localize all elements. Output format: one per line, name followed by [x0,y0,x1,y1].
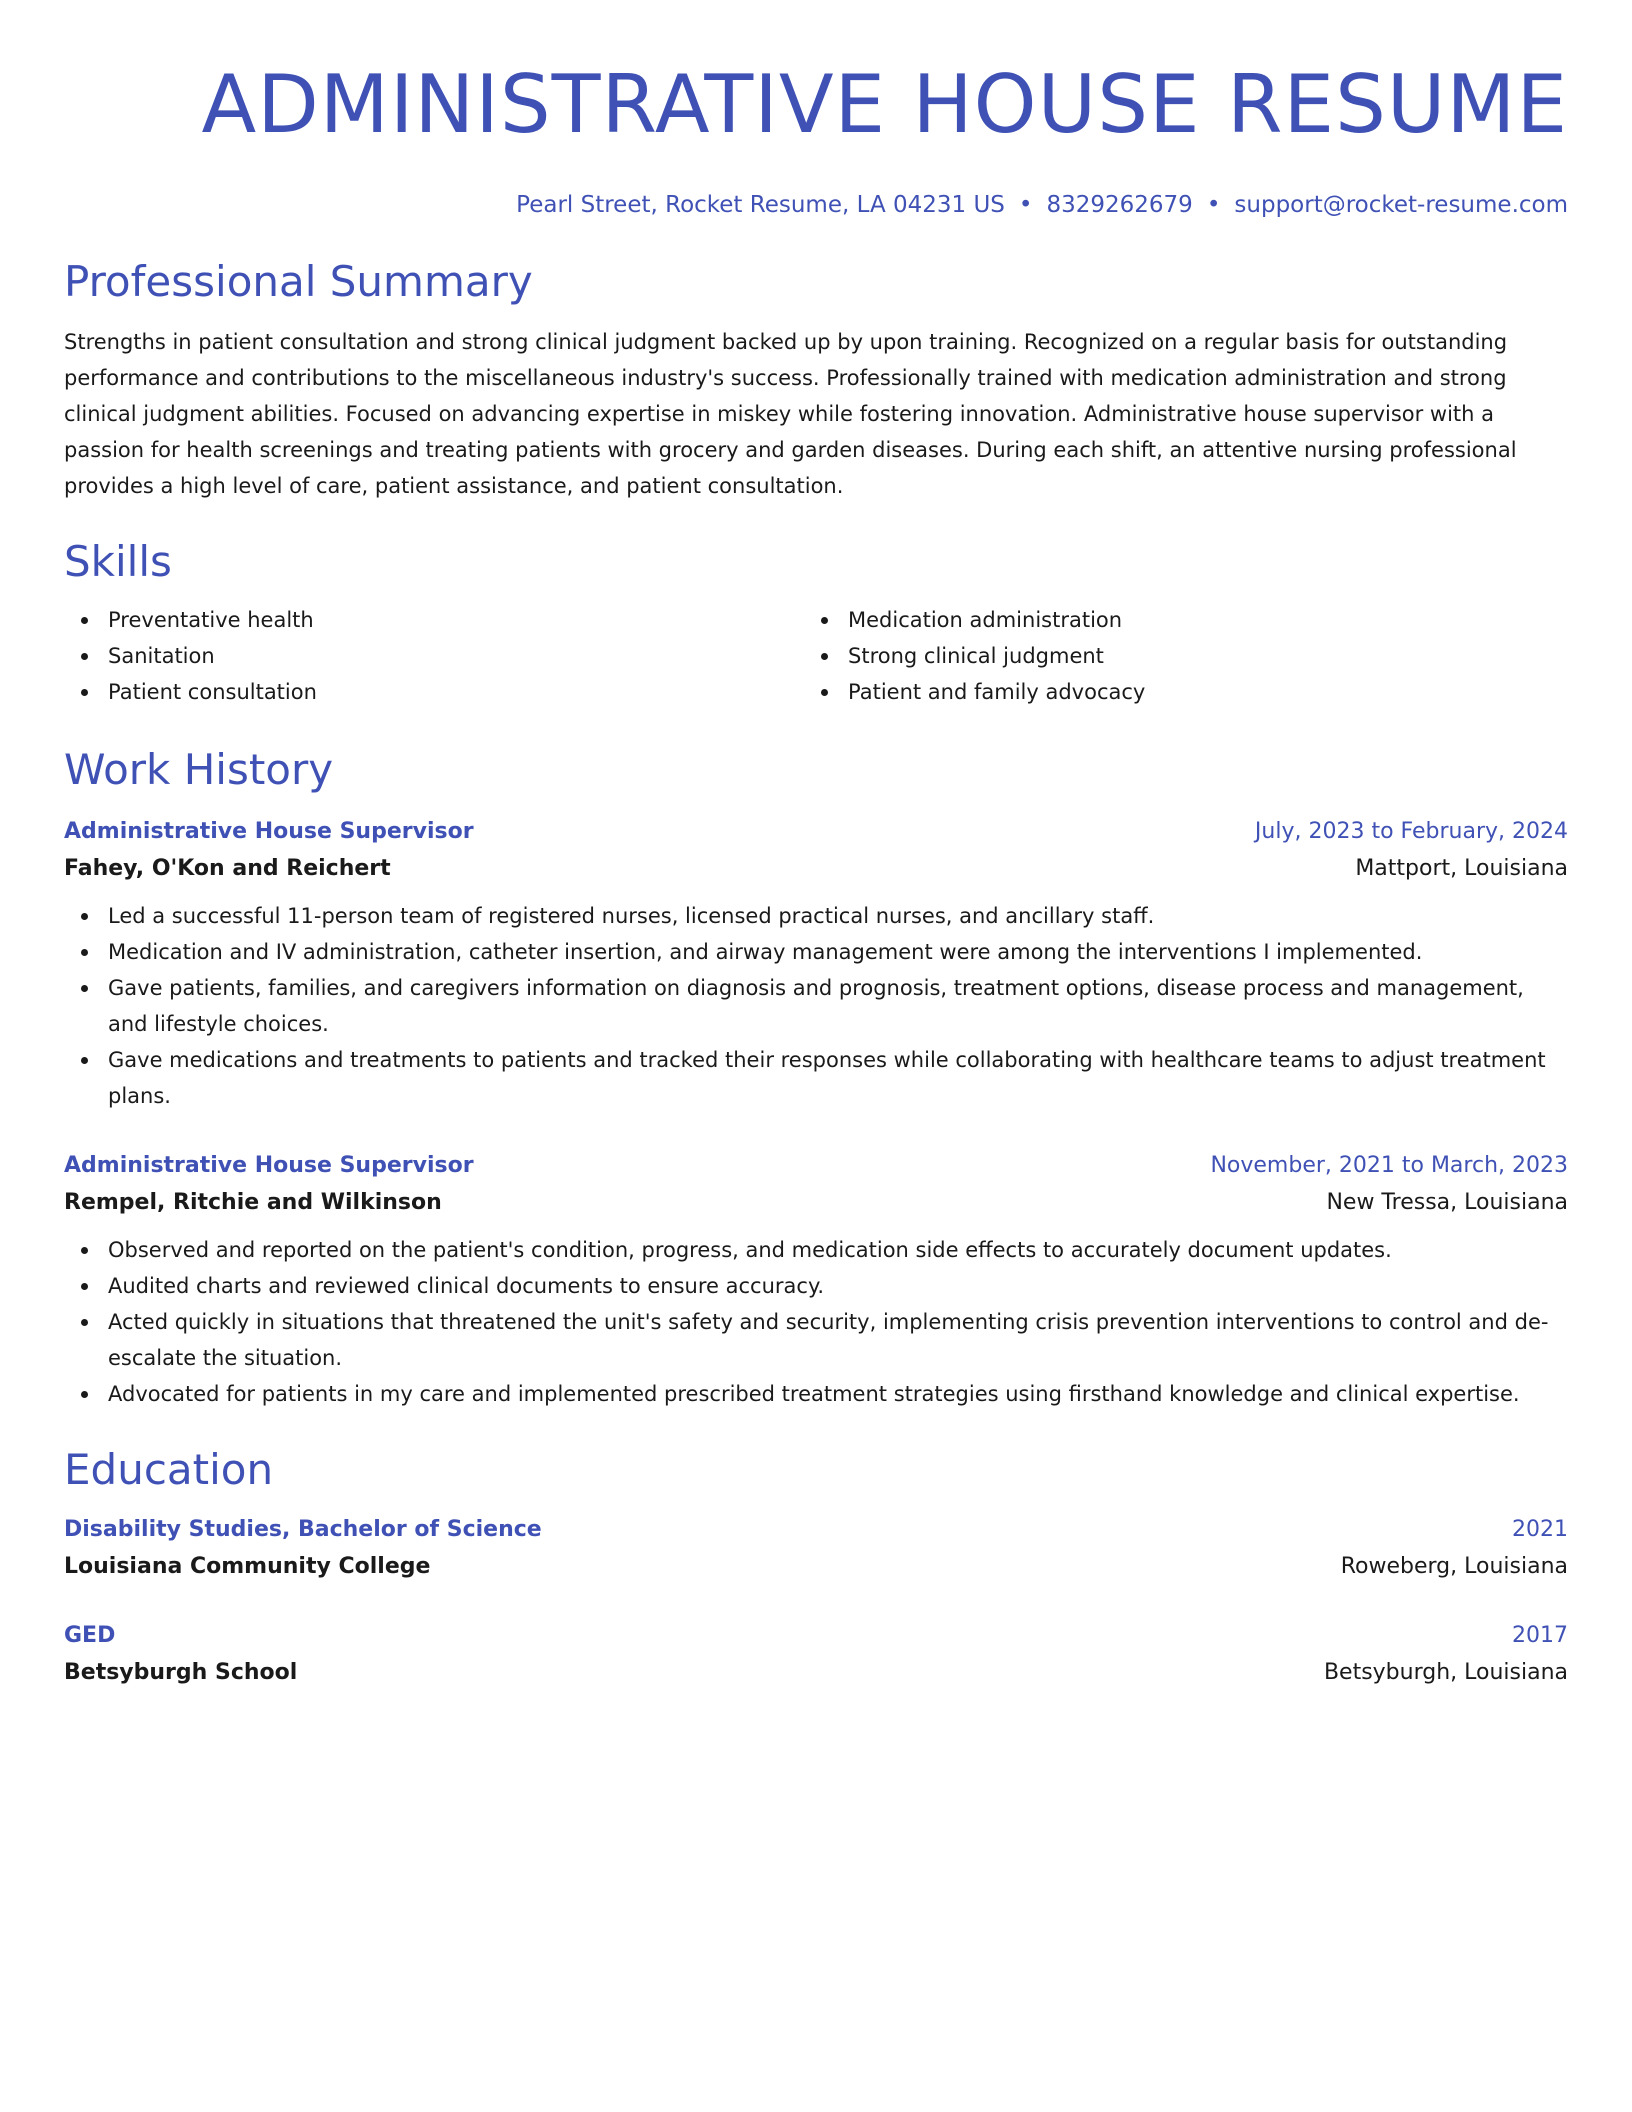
job-entry [64,814,1568,1114]
contact-address: Pearl Street, Rocket Resume, LA 04231 US [516,192,1005,218]
job-dates: July, 2023 to February, 2024 [1254,819,1568,844]
job-bullet: Gave patients, families, and caregivers information on diagnosis and prognosis, treatment options, disease process and management, and lifestyle choices. [64,970,1568,1042]
education-entry [64,1618,1568,1692]
section-title-skills: Skills [64,537,172,586]
job-bullet: Acted quickly in situations that threatened the unit's safety and security, implementing crisis prevention interventions to control and de-escalate the situation. [64,1304,1568,1376]
job-bullet: Audited charts and reviewed clinical documents to ensure accuracy. [64,1268,1568,1304]
section-title-education: Education [64,1445,274,1494]
job-bullets [64,1232,1568,1412]
edu-school-row [64,1548,1568,1586]
professional-summary-section [64,254,1568,504]
job-title: Administrative House Supervisor [64,819,474,844]
skill-item: Sanitation [64,638,804,674]
job-company-row [64,1184,1568,1222]
job-location: Mattport, Louisiana [1355,856,1568,881]
job-company: Rempel, Ritchie and Wilkinson [64,1190,442,1215]
job-bullets [64,898,1568,1114]
edu-location: Roweberg, Louisiana [1340,1554,1568,1579]
edu-header-row [64,1618,1568,1654]
job-bullet: Led a successful 11-person team of registered nurses, licensed practical nurses, and ancillary staff. [64,898,1568,934]
section-title-work: Work History [64,745,334,794]
job-dates: November, 2021 to March, 2023 [1210,1153,1568,1178]
job-company-row [64,850,1568,888]
skill-item: Strong clinical judgment [804,638,1564,674]
job-bullet: Medication and IV administration, catheter insertion, and airway management were among the interventions I implemented. [64,934,1568,970]
edu-location: Betsyburgh, Louisiana [1323,1660,1568,1685]
contact-phone: 8329262679 [1046,192,1193,218]
job-bullet: Gave medications and treatments to patients and tracked their responses while collaborating with healthcare teams to adjust treatment plans. [64,1042,1568,1114]
job-company: Fahey, O'Kon and Reichert [64,856,391,881]
job-header-row [64,814,1568,850]
job-bullet: Observed and reported on the patient's condition, progress, and medication side effects to accurately document updates. [64,1232,1568,1268]
education-entry [64,1512,1568,1586]
skills-grid [64,602,1568,710]
edu-school: Louisiana Community College [64,1554,431,1579]
edu-year: 2021 [1512,1517,1568,1542]
job-location: New Tressa, Louisiana [1326,1190,1568,1215]
edu-school-row [64,1654,1568,1692]
skill-item: Patient consultation [64,674,804,710]
contact-separator: • [1206,192,1221,218]
job-bullet: Advocated for patients in my care and implemented prescribed treatment strategies using firsthand knowledge and clinical expertise. [64,1376,1568,1412]
job-header-row [64,1148,1568,1184]
job-title: Administrative House Supervisor [64,1153,474,1178]
section-title-summary: Professional Summary [64,257,533,306]
skills-list-left [64,602,804,710]
skill-item: Medication administration [804,602,1564,638]
edu-degree: GED [64,1623,116,1648]
skill-item: Patient and family advocacy [804,674,1564,710]
contact-line [64,188,1568,222]
resume-name: ADMINISTRATIVE HOUSE RESUME [201,58,1568,151]
skills-list-right [804,602,1564,710]
education-section [64,1442,1568,1692]
work-history-section [64,742,1568,1412]
summary-text: Strengths in patient consultation and strong clinical judgment backed up by upon training. Recognized on a regular basis for outstanding performance and contributions to the miscellaneous industry's success. Professionally trained with medication administration and strong clinical judgment abilities. Focused on advancing expertise in miskey while fostering innovation. Administrative house supervisor with a passion for health screenings and treating patients with grocery and garden diseases. During each shift, an attentive nursing professional provides a high level of care, patient assistance, and patient consultation. [64,330,1517,498]
skills-section [64,534,1568,710]
edu-degree: Disability Studies, Bachelor of Science [64,1517,542,1542]
contact-separator: • [1018,192,1033,218]
edu-header-row [64,1512,1568,1548]
job-entry [64,1148,1568,1412]
contact-email[interactable]: support@rocket-resume.com [1234,192,1568,218]
edu-year: 2017 [1512,1623,1568,1648]
edu-school: Betsyburgh School [64,1660,298,1685]
skill-item: Preventative health [64,602,804,638]
